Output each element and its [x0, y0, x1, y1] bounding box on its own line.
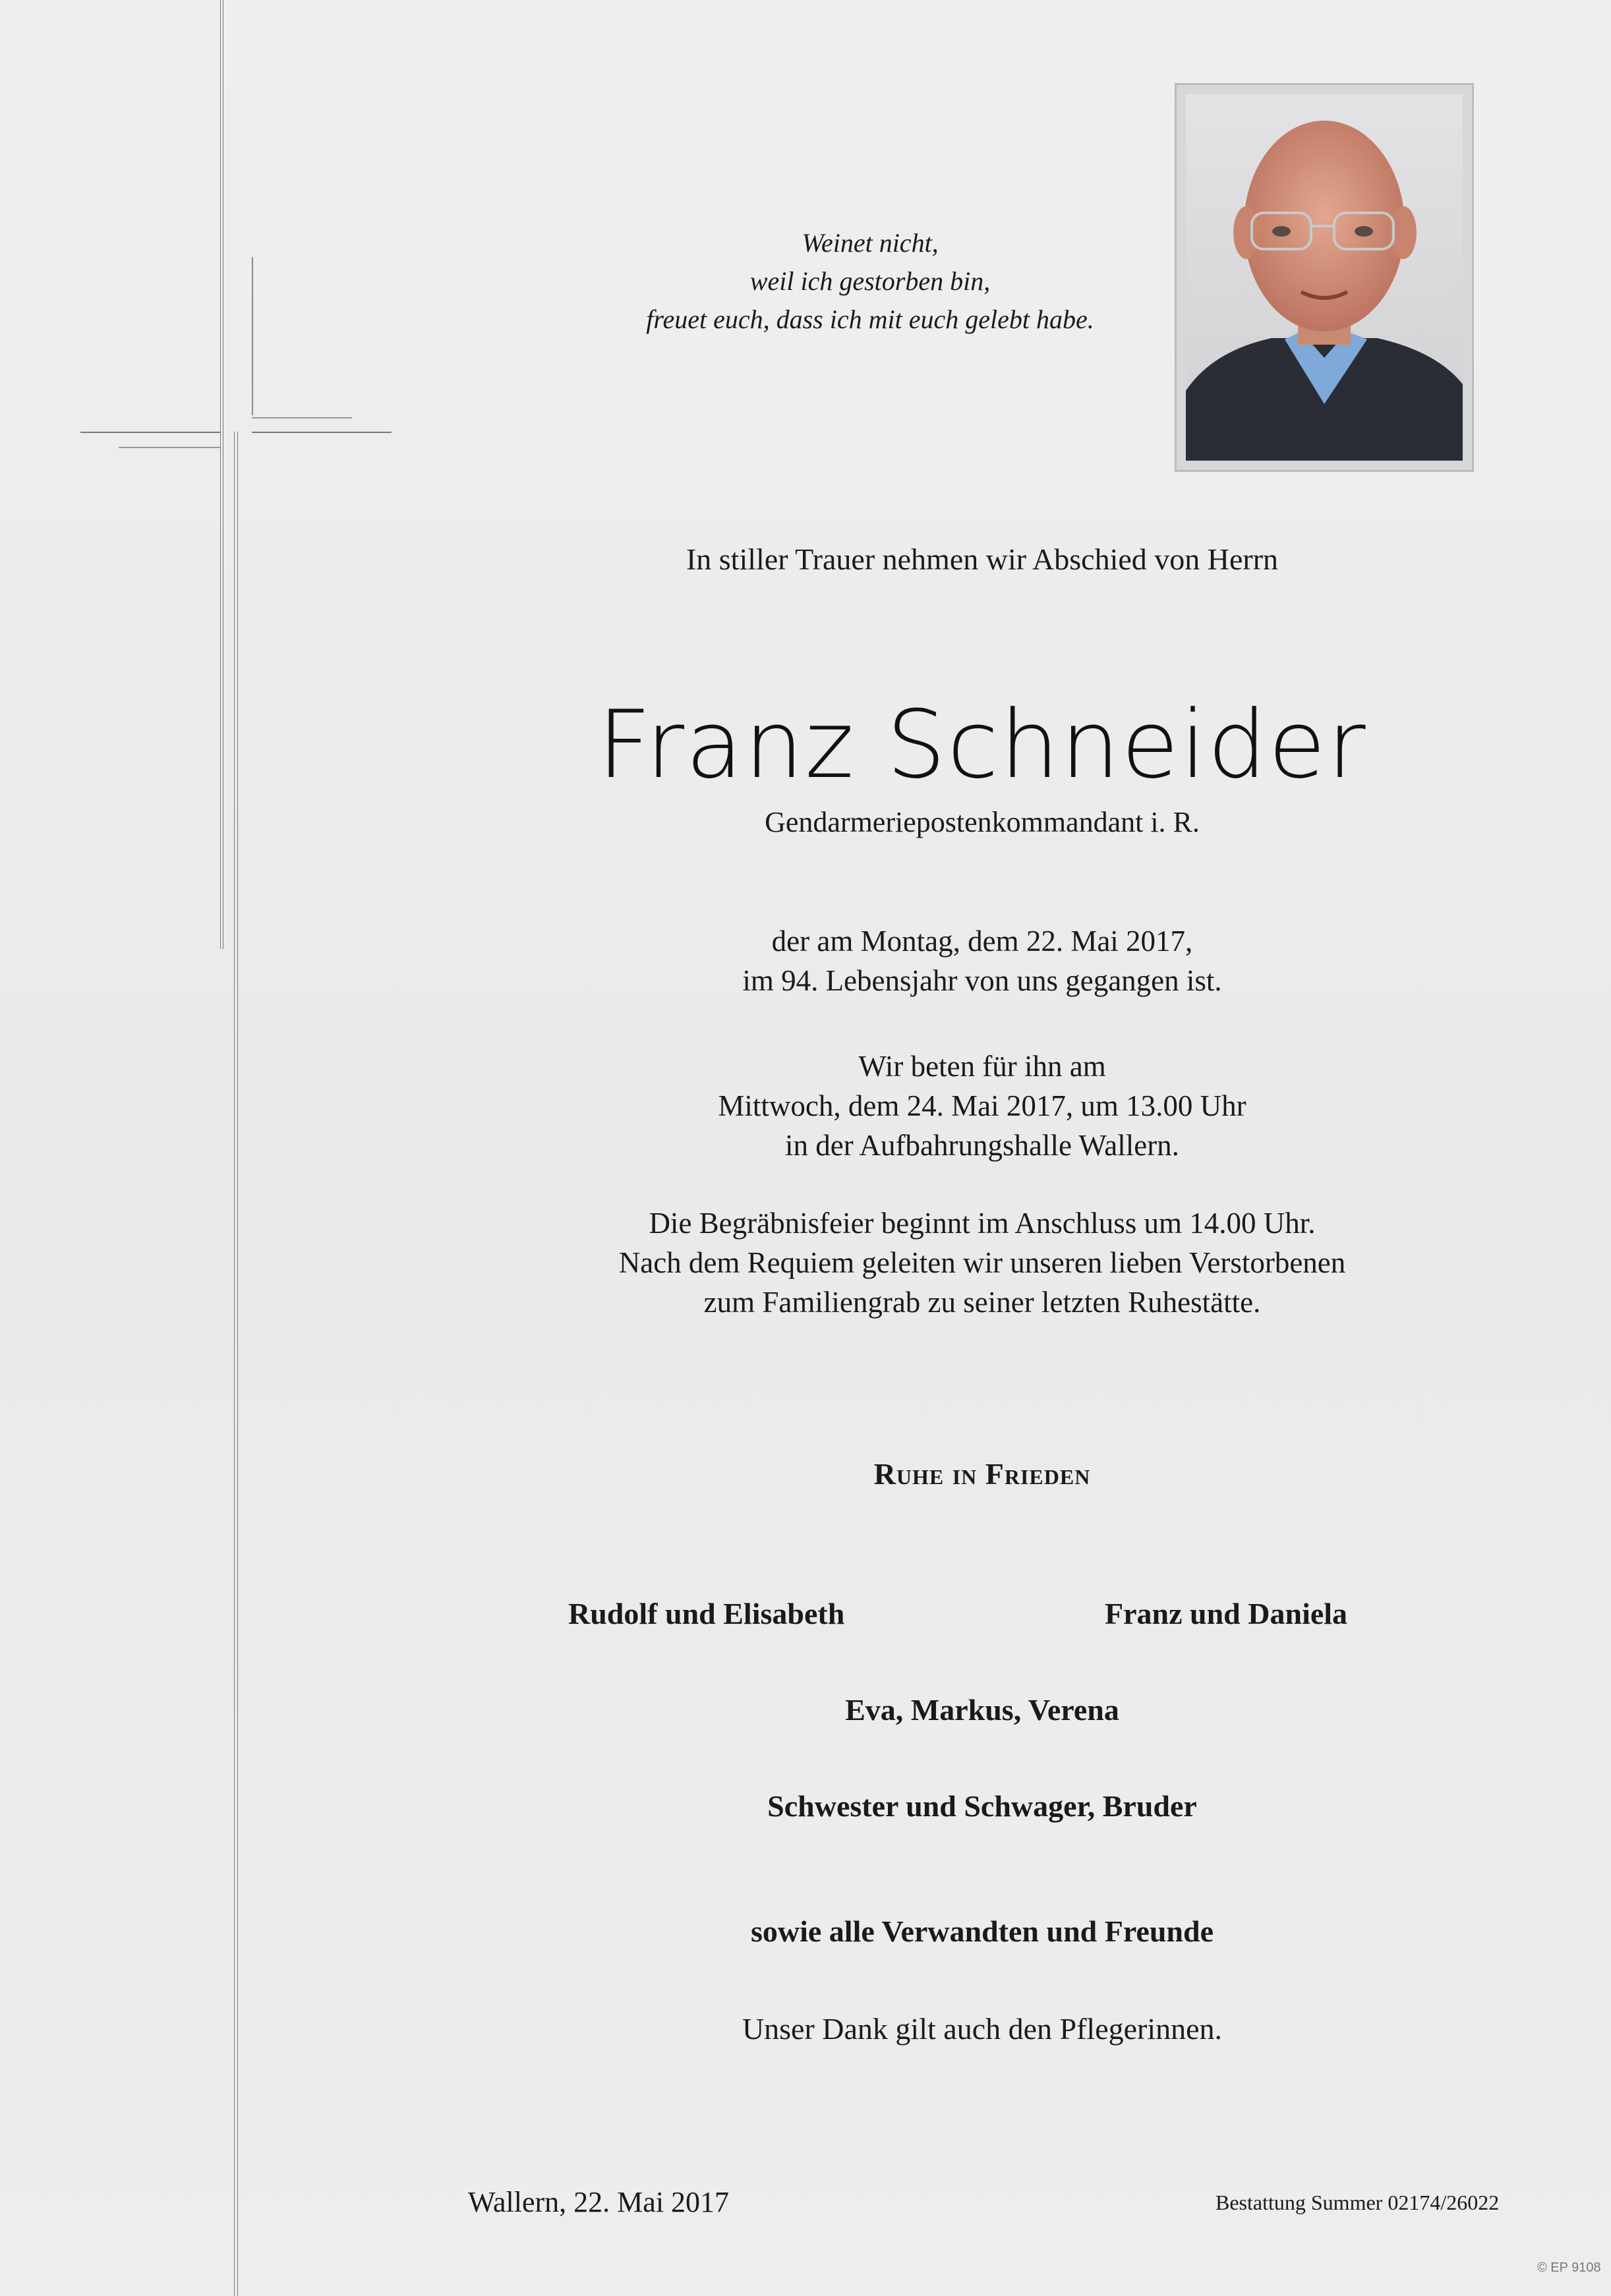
funeral-line: Nach dem Requiem geleiten wir unseren lieben Verstorbenen — [618, 1246, 1346, 1279]
rip-heading: Ruhe in Frieden — [873, 1457, 1091, 1491]
mourner-left: Rudolf und Elisabeth — [568, 1597, 845, 1630]
prayer-line: Wir beten für ihn am — [858, 1050, 1106, 1083]
quote-line: Weinet nicht, — [802, 228, 939, 258]
mourner-siblings: Schwester und Schwager, Bruder — [767, 1789, 1197, 1823]
funeral-line: Die Begräbnisfeier beginnt im Anschluss um 14.00 Uhr. — [649, 1207, 1316, 1240]
cross-vertical-upper — [220, 0, 223, 949]
cross-inner-vertical — [252, 257, 253, 415]
thanks-text: Unser Dank gilt auch den Pflegerinnen. — [742, 2012, 1223, 2046]
funeral-notice — [514, 1203, 1450, 1322]
death-notice — [514, 921, 1450, 1000]
mourner-right: Franz und Daniela — [1105, 1597, 1348, 1630]
place-date: Wallern, 22. Mai 2017 — [468, 2186, 730, 2218]
quote-line: weil ich gestorben bin, — [749, 266, 991, 296]
portrait-photo-icon — [1186, 94, 1463, 461]
intro-text: In stiller Trauer nehmen wir Abschied von Herrn — [686, 542, 1279, 576]
cross-arm-left-inner — [119, 447, 220, 448]
mourner-others: sowie alle Verwandten und Freunde — [750, 1914, 1214, 1948]
deceased-rank: Gendarmeriepostenkommandant i. R. — [765, 806, 1200, 838]
death-line: der am Montag, dem 22. Mai 2017, — [771, 925, 1193, 958]
quote-line: freuet euch, dass ich mit euch gelebt habe. — [646, 304, 1094, 334]
prayer-line: in der Aufbahrungshalle Wallern. — [785, 1129, 1179, 1162]
death-line: im 94. Lebensjahr von uns gegangen ist. — [742, 964, 1222, 997]
cross-arm-right — [252, 432, 392, 433]
deceased-name: Franz Schneider — [597, 691, 1367, 799]
cross-arm-left — [80, 432, 220, 433]
portrait-photo — [1175, 83, 1474, 472]
cross-arm-right-inner — [252, 417, 352, 418]
prayer-notice — [514, 1047, 1450, 1165]
print-code: © EP 9108 — [1537, 2260, 1601, 2275]
prayer-line: Mittwoch, dem 24. Mai 2017, um 13.00 Uhr — [718, 1089, 1246, 1122]
quote — [580, 224, 1160, 339]
mourner-grandchildren: Eva, Markus, Verena — [845, 1693, 1119, 1727]
cross-vertical-lower — [234, 432, 238, 2296]
funeral-line: zum Familiengrab zu seiner letzten Ruhestätte. — [703, 1286, 1261, 1319]
undertaker: Bestattung Summer 02174/26022 — [1216, 2191, 1500, 2214]
